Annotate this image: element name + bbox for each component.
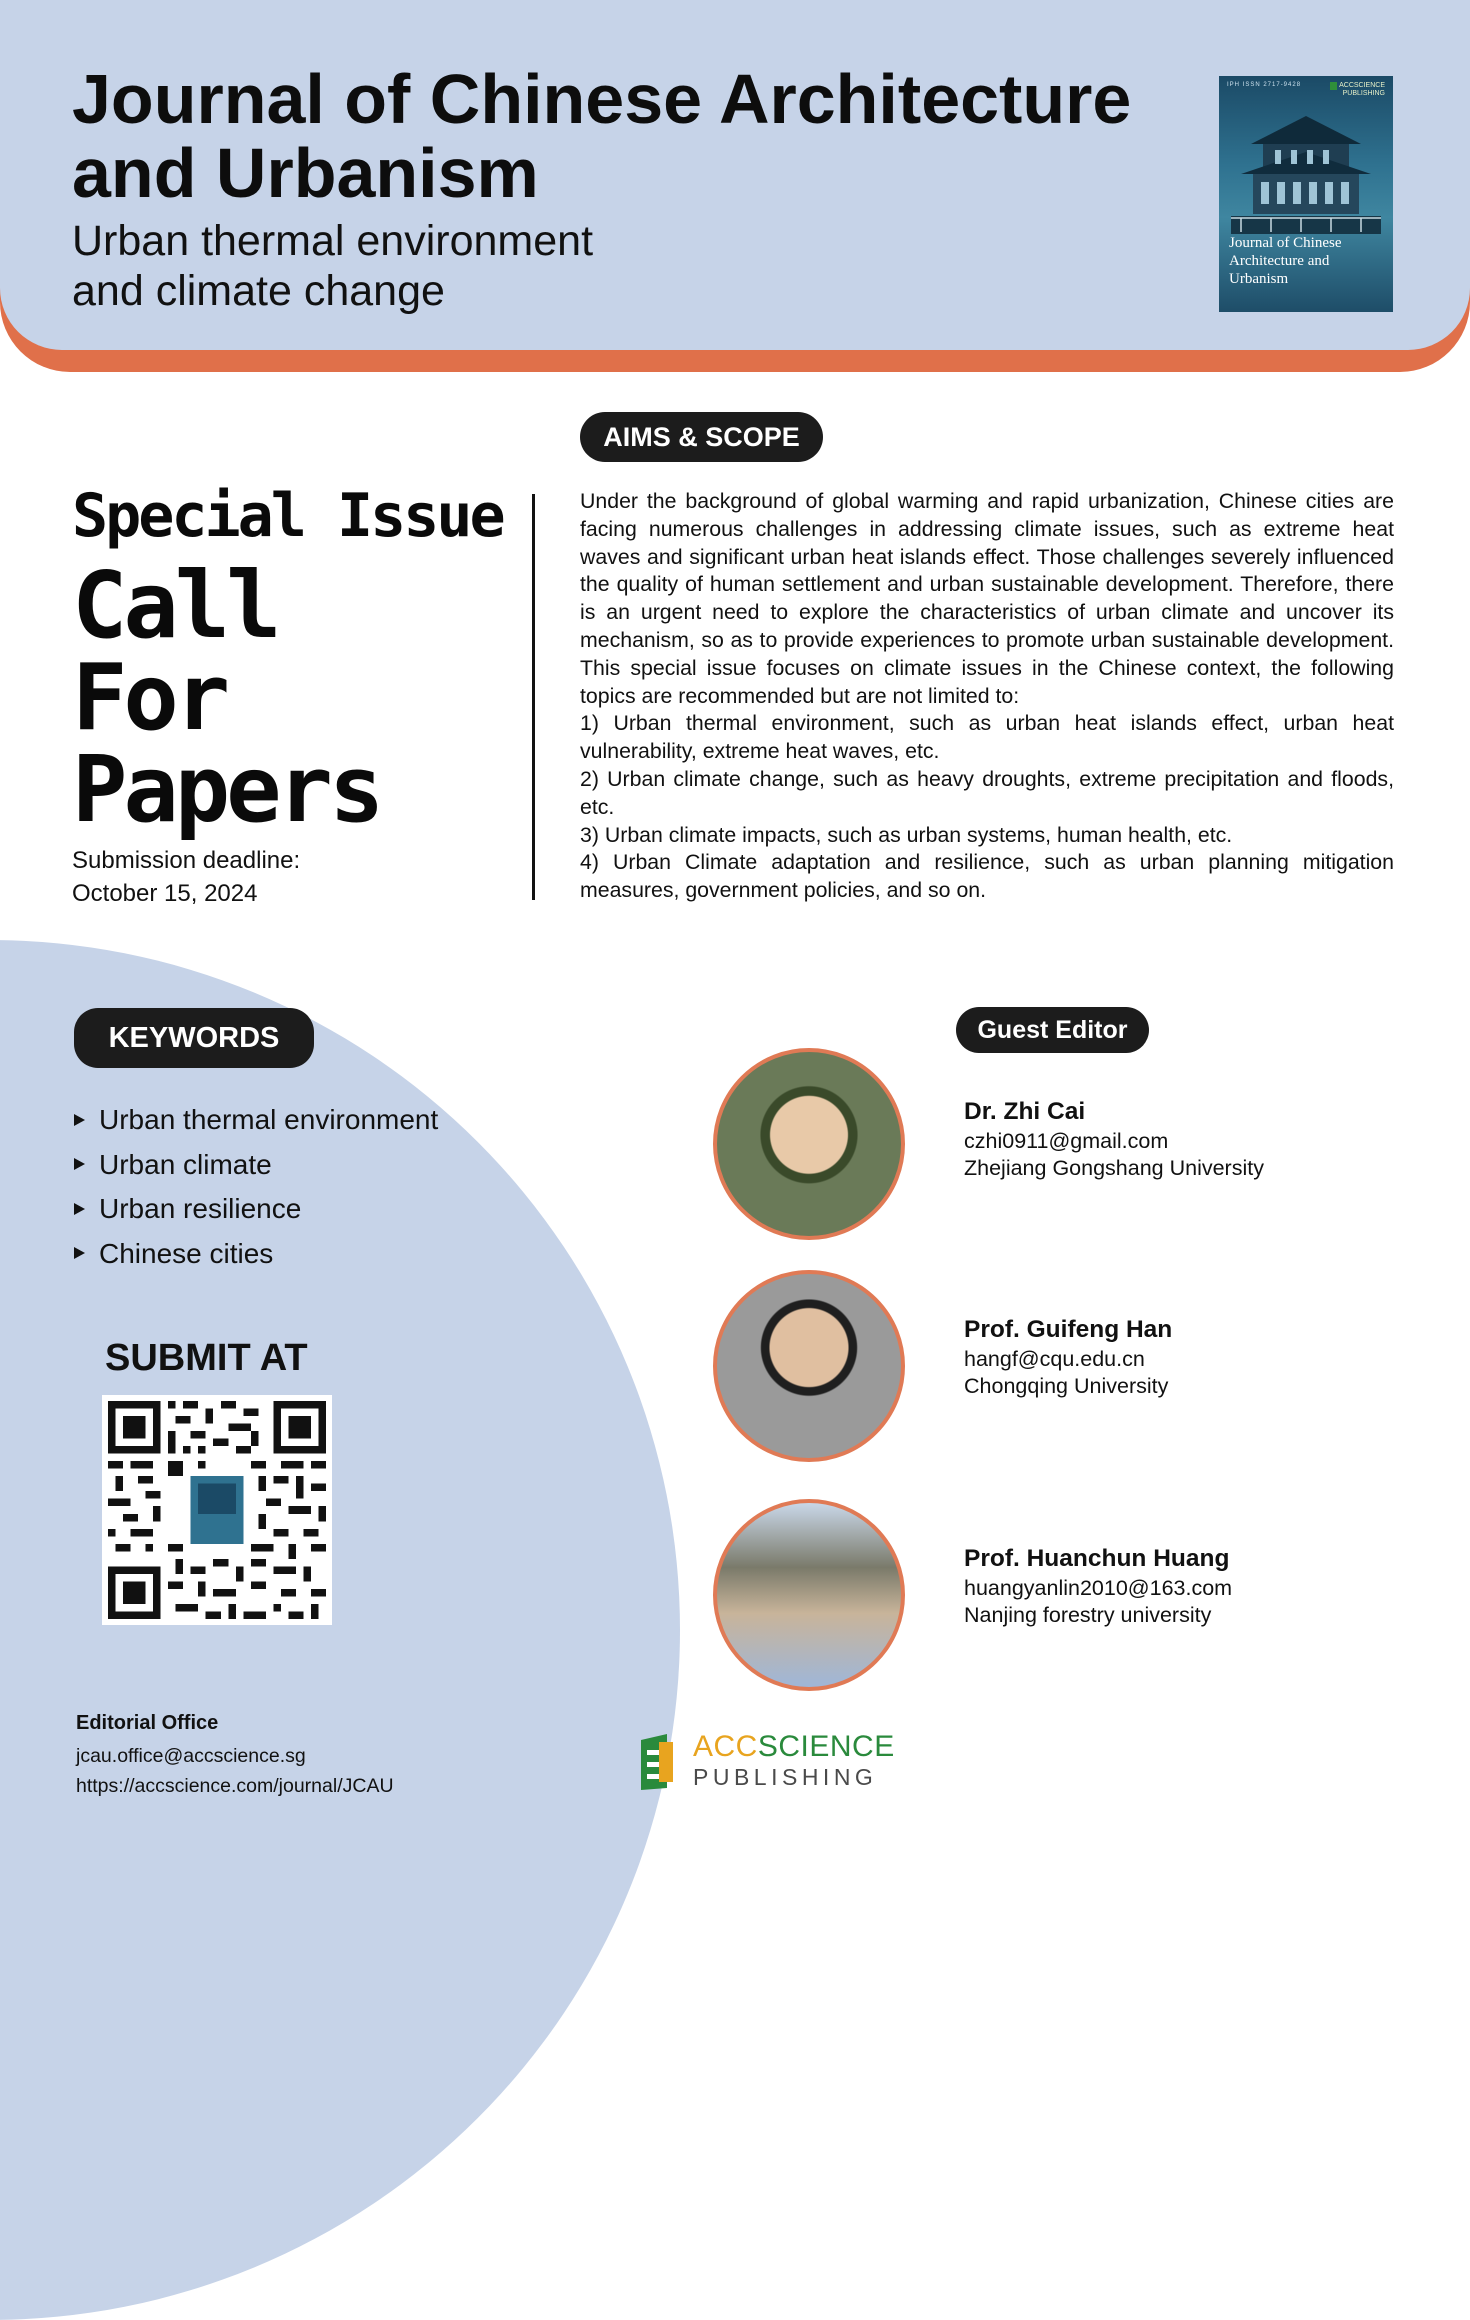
keywords-pill: KEYWORDS	[74, 1008, 314, 1068]
cover-title	[1229, 234, 1389, 288]
editor-affiliation: Nanjing forestry university	[964, 1603, 1212, 1627]
triangle-bullet-icon	[74, 1247, 85, 1259]
editor-name: Dr. Zhi Cai	[964, 1098, 1086, 1125]
issue-topic	[72, 216, 872, 316]
keyword-item	[74, 1187, 438, 1232]
guest-editor-pill: Guest Editor	[956, 1007, 1149, 1053]
cover-logo-line2: PUBLISHING	[1342, 90, 1385, 97]
qr-code[interactable]	[102, 1395, 332, 1625]
publisher-mark-icon	[1330, 82, 1337, 90]
keywords-list	[74, 1098, 438, 1276]
deadline-date: October 15, 2024	[72, 880, 258, 907]
editor-affiliation: Zhejiang Gongshang University	[964, 1156, 1264, 1180]
triangle-bullet-icon	[74, 1203, 85, 1215]
call-heading: Call	[72, 552, 278, 659]
keyword-label: Urban resilience	[99, 1193, 302, 1224]
special-issue-heading: Special Issue	[72, 481, 503, 551]
for-heading: For	[72, 644, 227, 751]
aims-topic-item: 3) Urban climate impacts, such as urban systems, human health, etc.	[580, 822, 1233, 847]
editor-name: Prof. Guifeng Han	[964, 1316, 1173, 1343]
cover-issn: IPH ISSN 2717-9428	[1227, 82, 1302, 88]
editor-portrait-1	[713, 1048, 905, 1240]
publisher-wordmark-a: ACC	[693, 1730, 758, 1763]
journal-title	[72, 62, 1172, 210]
aims-intro: Under the background of global warming and rapid urbanization, Chinese cities are facing numerous challenges in addressing climate issues, such as extreme heat waves and significant urban heat islands effect. Those challenges severely influenced the quality of human settlement and urban sustainable development. Therefore, there is an urgent need to explore the characteristics of urban climate and uncover its mechanism, so as to provide experiences to promote urban sustainable development. This special issue focuses on climate issues in the Chinese context, the following topics are recommended but are not limited to:	[580, 489, 1394, 708]
publisher-mark-icon	[637, 1732, 679, 1792]
keyword-item	[74, 1098, 438, 1143]
editorial-office-title: Editorial Office	[76, 1712, 219, 1734]
cover-logo-line1: ACCSCIENCE	[1339, 82, 1385, 89]
triangle-bullet-icon	[74, 1158, 85, 1170]
editor-affiliation: Chongqing University	[964, 1374, 1169, 1398]
triangle-bullet-icon	[74, 1114, 85, 1126]
submit-at-heading: SUBMIT AT	[105, 1337, 308, 1379]
issue-topic-line1: Urban thermal environment	[72, 217, 594, 265]
editor-portrait-3	[713, 1499, 905, 1691]
issue-topic-line2: and climate change	[72, 267, 445, 315]
editor-name: Prof. Huanchun Huang	[964, 1545, 1230, 1572]
aims-topic-list	[580, 710, 1394, 905]
editor-email-link[interactable]: czhi0911@gmail.com	[964, 1129, 1169, 1153]
aims-topic-item: 1) Urban thermal environment, such as urban heat islands effect, urban heat vulnerability, extreme heat waves, etc.	[580, 711, 1394, 764]
journal-title-line2: and Urbanism	[72, 134, 539, 212]
keyword-label: Urban thermal environment	[99, 1104, 439, 1135]
editor-email-link[interactable]: hangf@cqu.edu.cn	[964, 1347, 1145, 1371]
cover-title-line3: Urbanism	[1229, 271, 1289, 287]
editorial-email-link[interactable]: jcau.office@accscience.sg	[76, 1745, 306, 1767]
aims-topic-item: 2) Urban climate change, such as heavy droughts, extreme precipitation and floods, etc.	[580, 766, 1394, 819]
pagoda-building-icon	[1231, 104, 1381, 234]
publisher-wordmark-b: SCIENCE	[757, 1730, 895, 1763]
publisher-subword: PUBLISHING	[693, 1764, 878, 1790]
aims-scope-pill: AIMS & SCOPE	[580, 412, 823, 462]
keyword-label: Chinese cities	[99, 1237, 274, 1269]
deadline-label: Submission deadline:	[72, 847, 301, 874]
keyword-item	[74, 1232, 438, 1277]
journal-title-line1: Journal of Chinese Architecture	[72, 60, 1132, 138]
cover-title-line2: Architecture and	[1229, 253, 1330, 269]
aims-scope-text	[580, 488, 1394, 905]
keyword-label: Urban climate	[99, 1148, 272, 1180]
qr-code-icon	[108, 1401, 326, 1619]
aims-topic-item: 4) Urban Climate adaptation and resilience, such as urban planning mitigation measures, government policies, and so on.	[580, 850, 1394, 903]
cover-publisher-logo	[1330, 82, 1385, 98]
vertical-divider	[532, 494, 535, 900]
journal-url-link[interactable]: https://accscience.com/journal/JCAU	[76, 1775, 394, 1797]
keyword-item	[74, 1143, 438, 1188]
cover-title-line1: Journal of Chinese	[1229, 235, 1342, 251]
editor-portrait-2	[713, 1270, 905, 1462]
journal-cover-image	[1219, 76, 1393, 312]
papers-heading: Papers	[72, 736, 381, 843]
publisher-wordmark	[693, 1730, 895, 1764]
publisher-logo	[637, 1728, 895, 1796]
editor-email-link[interactable]: huangyanlin2010@163.com	[964, 1576, 1233, 1600]
